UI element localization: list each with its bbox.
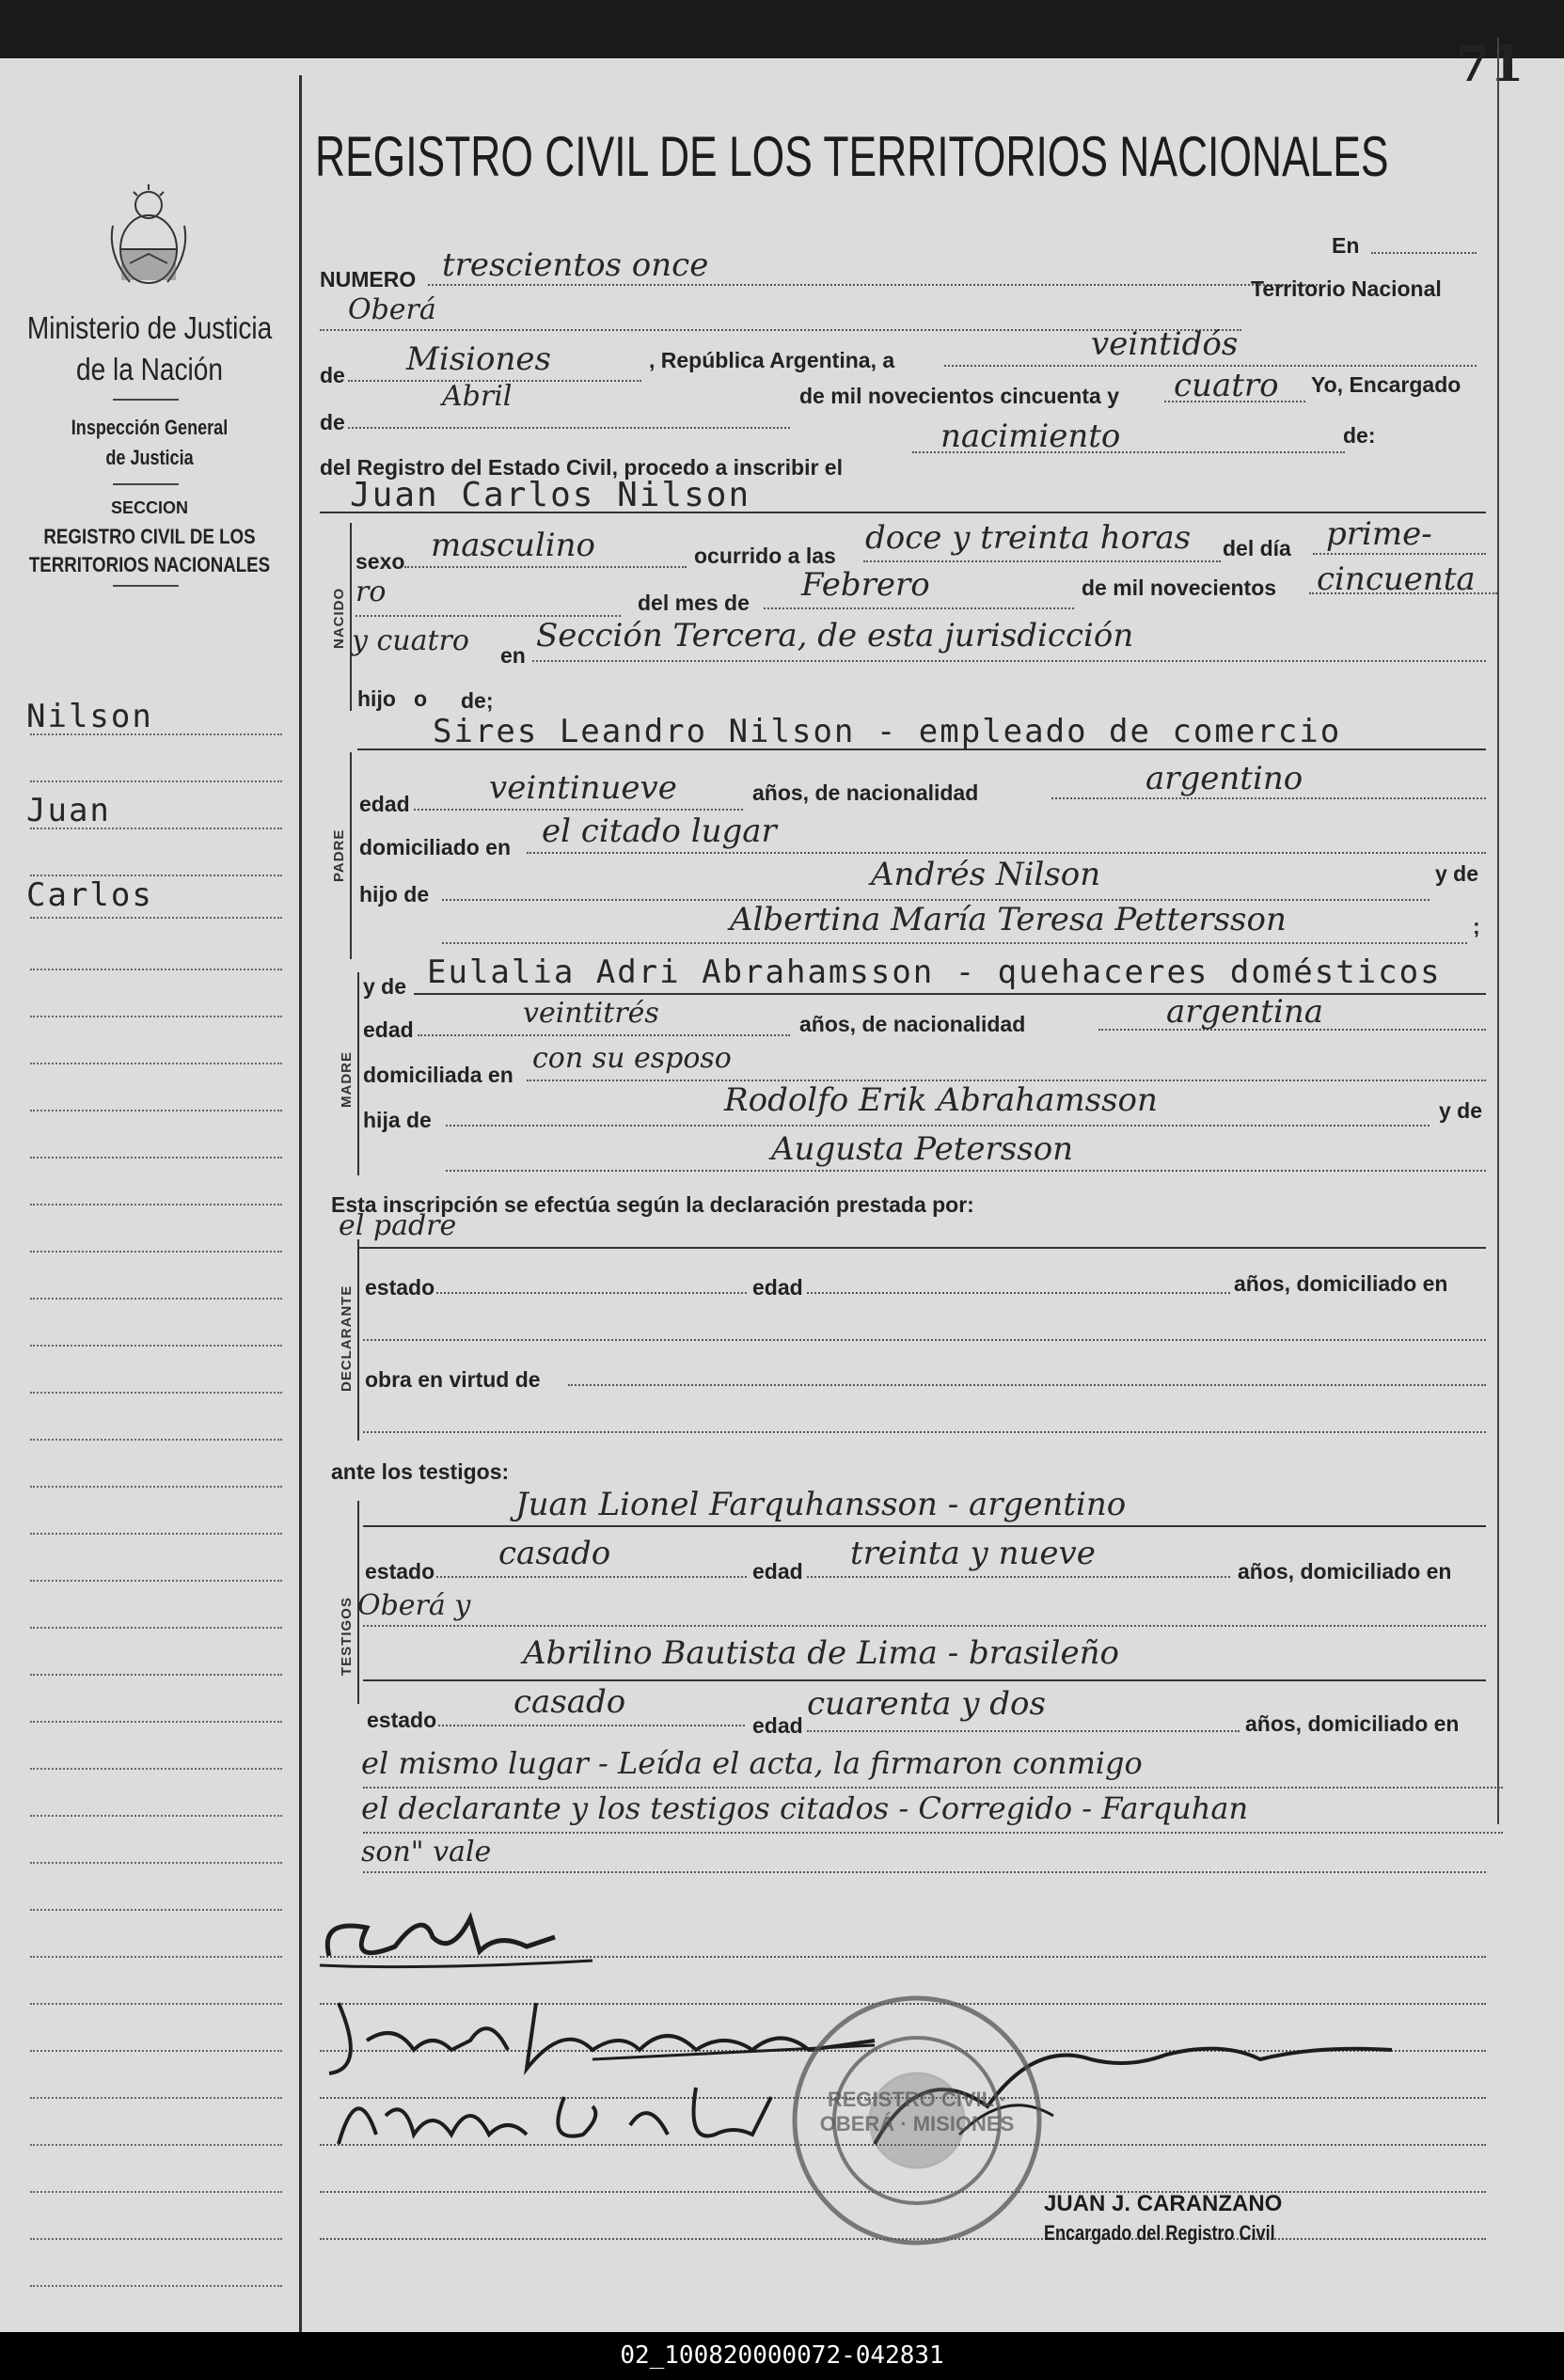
witness1-edad-label: edad bbox=[752, 1559, 803, 1584]
act-value: nacimiento bbox=[940, 418, 1121, 455]
witness2-estado: casado bbox=[513, 1683, 626, 1721]
territorio-label: Territorio Nacional bbox=[1251, 276, 1442, 301]
officer-name: JUAN J. CARANZANO bbox=[1044, 2191, 1283, 2216]
witness1-line bbox=[363, 1525, 1486, 1527]
sidebar-rule bbox=[113, 585, 179, 587]
madre-edad-label: edad bbox=[363, 1017, 414, 1042]
witness1-estado-label: estado bbox=[365, 1559, 435, 1584]
anio-label: de mil novecientos bbox=[1082, 575, 1277, 600]
madre-parents-line bbox=[446, 1125, 1430, 1127]
hora-line bbox=[863, 560, 1221, 562]
mes-value: Febrero bbox=[801, 566, 930, 604]
territory-value: Misiones bbox=[406, 340, 551, 378]
witness1-domicilio-line bbox=[363, 1625, 1486, 1627]
witness2-edad-line bbox=[807, 1730, 1240, 1732]
declarante-anios-label: años, domiciliado en bbox=[1234, 1271, 1448, 1296]
testigos-side-label: TESTIGOS bbox=[339, 1597, 355, 1676]
nacido-bracket bbox=[350, 523, 352, 711]
signature-witness2 bbox=[320, 2059, 846, 2163]
witness1-edad-line bbox=[807, 1576, 1230, 1578]
declarante-estado-label: estado bbox=[365, 1275, 435, 1300]
padre-name-line bbox=[357, 749, 1486, 750]
witness1-domicilio: Oberá y bbox=[357, 1589, 471, 1622]
de-label: de bbox=[320, 363, 345, 387]
child-name: Juan Carlos Nilson bbox=[350, 476, 751, 514]
numero-line bbox=[428, 284, 1321, 286]
declarante-edad-label: edad bbox=[752, 1275, 803, 1300]
madre-anios-label: años, de nacionalidad bbox=[799, 1012, 1026, 1036]
witness2-line bbox=[363, 1679, 1486, 1681]
declarante-estado-line bbox=[436, 1292, 747, 1294]
padre-edad-value: veintinueve bbox=[489, 769, 677, 807]
padre-side-label: PADRE bbox=[331, 828, 347, 882]
right-edge-line bbox=[1497, 38, 1499, 1824]
place-value: Oberá bbox=[348, 293, 436, 326]
day-value: veintidós bbox=[1091, 325, 1239, 363]
witness1: Juan Lionel Farquhansson - argentino bbox=[515, 1486, 1127, 1523]
ministry-line2: de la Nación bbox=[76, 352, 223, 386]
madre-hija-de-label: hija de bbox=[363, 1108, 432, 1132]
sidebar-rule bbox=[113, 483, 179, 485]
padre-mother: Albertina María Teresa Pettersson bbox=[730, 901, 1287, 938]
dia-line bbox=[1313, 553, 1486, 555]
madre-edad-value: veintitrés bbox=[523, 997, 659, 1030]
page-number: 71 bbox=[1456, 36, 1525, 93]
padre-hijo-de-label: hijo de bbox=[359, 882, 430, 906]
document-title: REGISTRO CIVIL DE LOS TERRITORIOS NACIONALES bbox=[315, 125, 1389, 188]
witness2-domicilio: el mismo lugar - Leída el acta, la firmaron conmigo bbox=[361, 1745, 1143, 1781]
padre-father: Andrés Nilson bbox=[871, 856, 1101, 893]
witness1-anios-label: años, domiciliado en bbox=[1238, 1559, 1452, 1584]
en-line bbox=[1371, 252, 1477, 254]
de-mil-label: de mil novecientos cincuenta y bbox=[799, 384, 1119, 408]
declarante-line bbox=[357, 1247, 1486, 1249]
de-label-2: de bbox=[320, 410, 345, 434]
padre-mother-line bbox=[442, 942, 1467, 944]
closing-line-3 bbox=[363, 1871, 1486, 1873]
del-registro-label: del Registro del Estado Civil, procedo a inscribir el bbox=[320, 455, 843, 480]
declarante-obra-line-2 bbox=[363, 1431, 1486, 1433]
witness2-estado-label: estado bbox=[367, 1708, 437, 1732]
declarante-obra-line bbox=[568, 1384, 1486, 1386]
scan-top-edge bbox=[0, 0, 1564, 58]
padre-domicilio-label: domiciliado en bbox=[359, 835, 512, 859]
madre-nacionalidad-value: argentina bbox=[1166, 993, 1324, 1031]
declarante-edad-line bbox=[807, 1292, 1230, 1294]
month-value: Abril bbox=[442, 380, 513, 413]
officer-title: Encargado del Registro Civil bbox=[1044, 2221, 1275, 2245]
numero-label: NUMERO bbox=[320, 267, 417, 292]
nacido-side-label: NACIDO bbox=[331, 587, 347, 649]
sexo-label: sexo bbox=[355, 549, 405, 574]
sidebar-given-name-2: Carlos bbox=[26, 876, 153, 914]
year-value: cuatro bbox=[1174, 367, 1279, 404]
witness2-edad-label: edad bbox=[752, 1713, 803, 1738]
ante-label: ante los testigos: bbox=[331, 1459, 510, 1484]
madre-mother-line bbox=[446, 1170, 1486, 1172]
declarante-bracket bbox=[357, 1239, 359, 1441]
republica-label: , República Argentina, a bbox=[649, 348, 895, 372]
madre-edad-line bbox=[418, 1034, 790, 1036]
hijo-o: o bbox=[414, 686, 428, 711]
sexo-line bbox=[404, 566, 687, 568]
padre-edad-label: edad bbox=[359, 792, 410, 816]
inspection-line2: de Justicia bbox=[105, 446, 194, 469]
sidebar-rule bbox=[113, 399, 179, 401]
mes-label: del mes de bbox=[638, 591, 750, 615]
del-dia-label: del día bbox=[1223, 536, 1291, 560]
section-line1: REGISTRO CIVIL DE LOS bbox=[43, 525, 256, 548]
padre-domicilio-value: el citado lugar bbox=[542, 812, 777, 850]
declaracion-label: Esta inscripción se efectúa según la declaración prestada por: bbox=[331, 1192, 974, 1217]
padre-y-de-label: y de bbox=[1435, 861, 1479, 886]
madre-side-label: MADRE bbox=[339, 1051, 355, 1108]
dia-value: prime- bbox=[1326, 515, 1432, 553]
closing-line-2 bbox=[363, 1832, 1503, 1834]
declarante-side-label: DECLARANTE bbox=[339, 1285, 355, 1392]
padre-domicilio-line bbox=[527, 852, 1486, 854]
signature-declarante bbox=[310, 1881, 611, 1984]
coat-of-arms-icon bbox=[102, 179, 196, 292]
madre-mother: Augusta Petersson bbox=[771, 1130, 1074, 1168]
hijo-de-label: de; bbox=[461, 688, 494, 713]
hora-value: doce y treinta horas bbox=[865, 519, 1192, 557]
padre-nacionalidad-value: argentino bbox=[1145, 760, 1303, 797]
de-colon-label: de: bbox=[1343, 423, 1376, 448]
scan-footer-id: 02_100820000072-042831 bbox=[0, 2332, 1564, 2380]
child-name-line bbox=[320, 512, 1486, 513]
madre-domicilio-label: domiciliada en bbox=[363, 1063, 513, 1087]
mes-line bbox=[764, 607, 1074, 609]
declarante-value: el padre bbox=[339, 1209, 457, 1242]
madre-y-de-label-2: y de bbox=[1439, 1098, 1483, 1123]
anio-value-2: y cuatro bbox=[352, 624, 469, 657]
madre-domicilio-value: con su esposo bbox=[532, 1042, 732, 1075]
dia-value-2: ro bbox=[355, 575, 387, 608]
sidebar-divider bbox=[299, 75, 302, 2332]
ministry-line1: Ministerio de Justicia bbox=[26, 310, 273, 345]
madre-father: Rodolfo Erik Abrahamsson bbox=[724, 1081, 1158, 1119]
lugar-line bbox=[532, 660, 1486, 662]
closing-line-1 bbox=[363, 1787, 1503, 1789]
padre-semicolon: ; bbox=[1473, 914, 1480, 938]
padre-edad-line bbox=[414, 809, 743, 811]
anio-value: cincuenta bbox=[1317, 560, 1476, 598]
witness1-estado: casado bbox=[498, 1535, 611, 1572]
madre-name-line bbox=[414, 993, 1486, 995]
hijo-label: hijo bbox=[357, 686, 396, 711]
madre-bracket bbox=[357, 972, 359, 1175]
lugar-value: Sección Tercera, de esta jurisdicción bbox=[536, 617, 1134, 654]
witness2: Abrilino Bautista de Lima - brasileño bbox=[523, 1634, 1119, 1672]
section-line2: TERRITORIOS NACIONALES bbox=[28, 553, 271, 576]
sidebar-surname: Nilson bbox=[26, 698, 153, 735]
witness2-anios-label: años, domiciliado en bbox=[1245, 1711, 1460, 1736]
declarante-domicilio-line bbox=[363, 1339, 1486, 1341]
section-label: SECCION bbox=[110, 498, 188, 517]
witness2-estado-line bbox=[438, 1725, 745, 1726]
numero-value: trescientos once bbox=[442, 246, 709, 284]
sidebar-given-name-1: Juan bbox=[26, 792, 111, 829]
stamp-text: REGISTRO CIVIL · OBERÁ · MISIONES bbox=[819, 2088, 1015, 2136]
month-line bbox=[348, 427, 790, 429]
closing-line3: son" vale bbox=[361, 1836, 492, 1868]
madre-y-de-label: y de bbox=[363, 974, 407, 999]
yo-label: Yo, Encargado bbox=[1311, 372, 1461, 397]
witness2-edad: cuarenta y dos bbox=[807, 1685, 1046, 1723]
en-label: En bbox=[1332, 233, 1360, 258]
witness1-edad: treinta y nueve bbox=[850, 1535, 1096, 1572]
sexo-value: masculino bbox=[431, 527, 596, 564]
witness1-estado-line bbox=[436, 1576, 747, 1578]
padre-nacionalidad-line bbox=[1051, 797, 1486, 799]
ocurrido-label: ocurrido a las bbox=[694, 544, 836, 568]
madre-name: Eulalia Adri Abrahamsson - quehaceres domésticos bbox=[427, 954, 1442, 991]
padre-anios-label: años, de nacionalidad bbox=[752, 780, 979, 805]
declarante-obra-label: obra en virtud de bbox=[365, 1367, 541, 1392]
closing-line2: el declarante y los testigos citados - Corregido - Farquhan bbox=[361, 1790, 1249, 1826]
padre-bracket bbox=[350, 752, 352, 959]
padre-name: Sires Leandro Nilson - empleado de comercio bbox=[433, 713, 1342, 750]
inspection-line1: Inspección General bbox=[71, 416, 229, 439]
en-label-2: en bbox=[500, 643, 526, 668]
